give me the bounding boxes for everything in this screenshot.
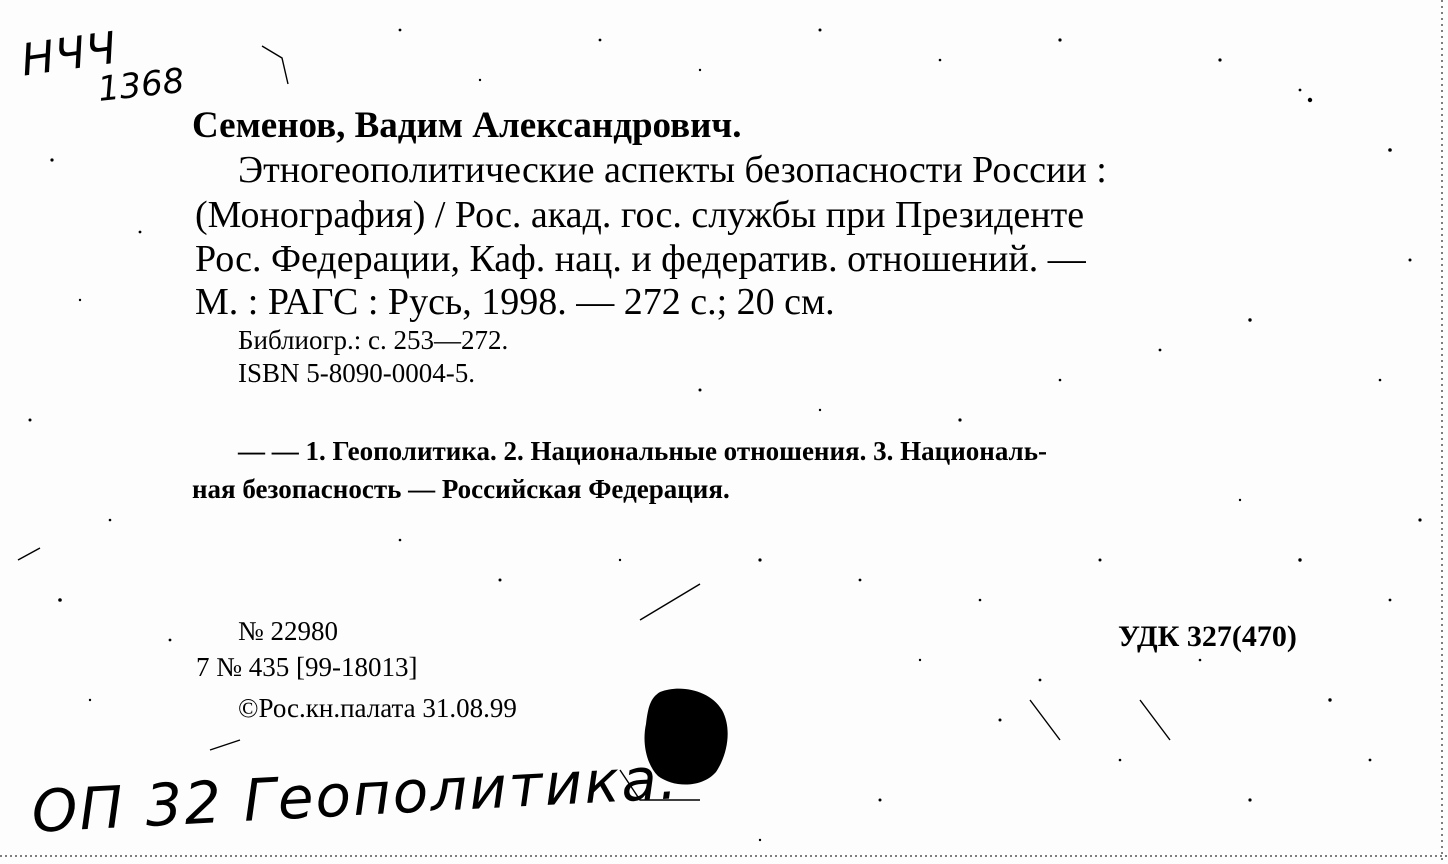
title-line: (Монография) / Рос. акад. гос. службы при Президенте (195, 194, 1085, 236)
shelf-mark-bottom: 1368 (96, 60, 187, 110)
bibliography-note: Библиогр.: с. 253—272. (238, 325, 509, 355)
imprint-line: М. : РАГС : Русь, 1998. — 272 с.; 20 см. (195, 281, 835, 323)
title-line: Рос. Федерации, Каф. нац. и федератив. отношений. — (195, 238, 1086, 280)
handwritten-subject: ОП 32 Геополитика. (30, 744, 681, 846)
isbn: ISBN 5-8090-0004-5. (238, 358, 475, 388)
subject-line: — — 1. Геополитика. 2. Национальные отношения. 3. Националь- (238, 436, 1047, 466)
title-line: Этногеополитические аспекты безопасности России : (238, 149, 1107, 191)
udk-code: УДК 327(470) (1118, 620, 1297, 653)
shelf-mark-top: НЧЧ (18, 22, 121, 87)
registration-number: № 22980 (238, 616, 339, 646)
registration-number: 7 № 435 [99-18013] (196, 652, 418, 682)
registration-copyright: ©Рос.кн.палата 31.08.99 (238, 693, 517, 723)
author-heading: Семенов, Вадим Александрович. (192, 105, 742, 146)
subject-line: ная безопасность — Российская Федерация. (192, 474, 730, 504)
